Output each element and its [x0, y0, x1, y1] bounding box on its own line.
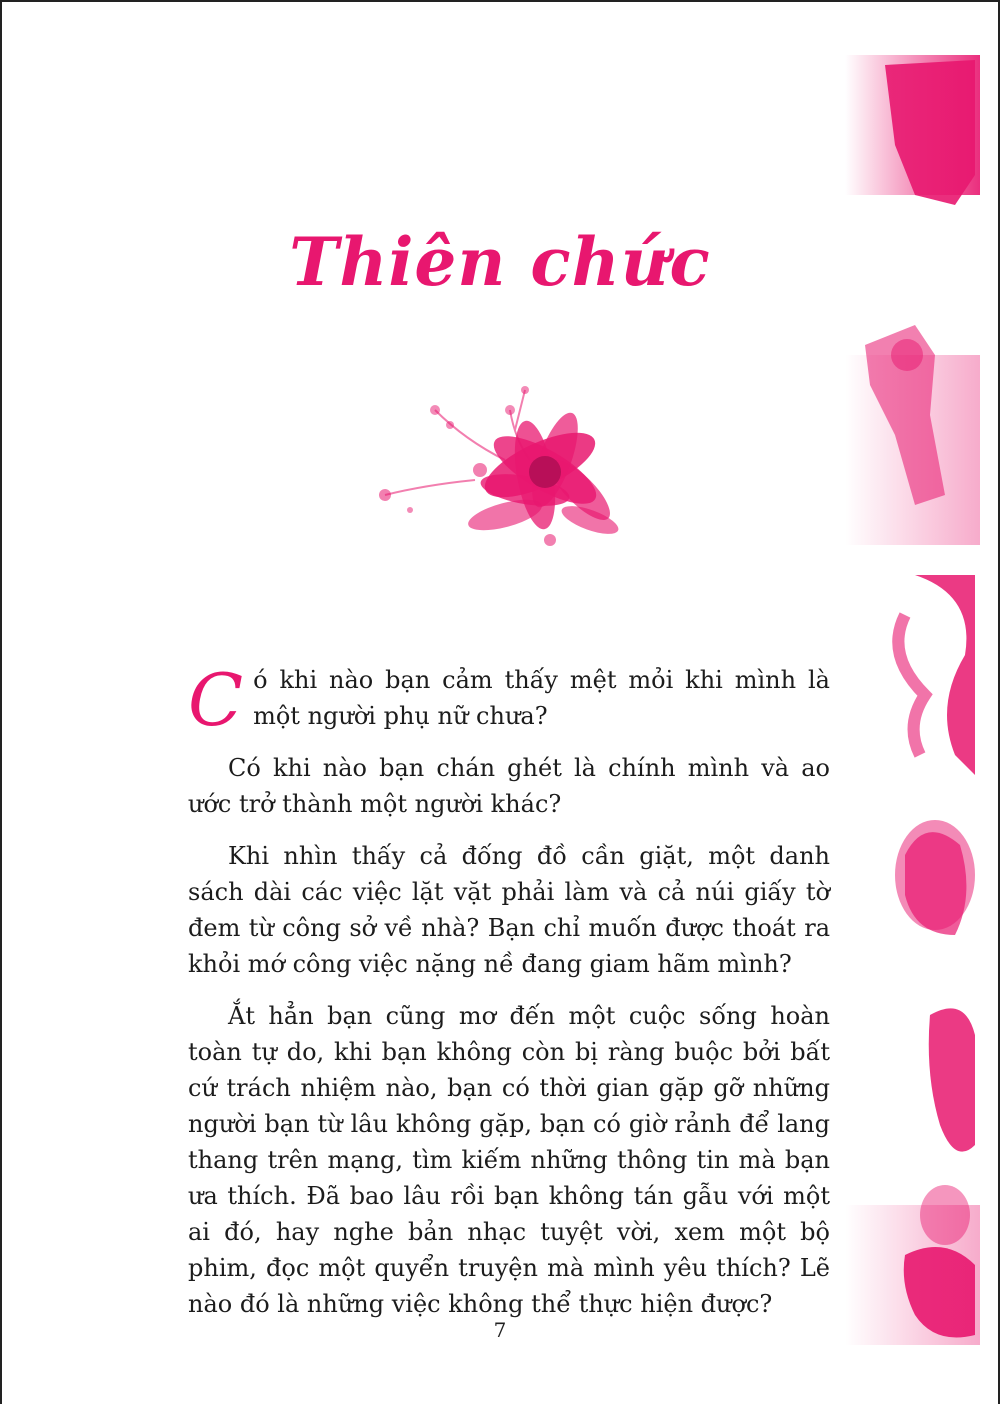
chapter-title: Thiên chức	[289, 223, 711, 302]
paragraph-3: Khi nhìn thấy cả đống đồ cần giặt, một danh sách dài các việc lặt vặt phải làm và cả núi giấy tờ đem từ công sở về nhà? Bạn chỉ muốn được thoát ra khỏi mớ công việc nặng nề đang giam hãm mình?	[188, 842, 830, 978]
page-number: 7	[493, 1318, 507, 1342]
paragraph-1-text: ó khi nào bạn cảm thấy mệt mỏi khi mình là một người phụ nữ chưa?	[253, 666, 830, 730]
drop-cap: C	[188, 658, 244, 742]
paragraph-2: Có khi nào bạn chán ghét là chính mình và ao ước trở thành một người khác?	[188, 754, 830, 818]
pink-photo-strip	[845, 55, 980, 1345]
paragraph-4: Ắt hẳn bạn cũng mơ đến một cuộc sống hoàn toàn tự do, khi bạn không còn bị ràng buộc bởi bất cứ trách nhiệm nào, bạn có thời gian gặp gỡ những người bạn từ lâu không gặp, bạn có giờ rảnh để lang thang trên mạng, tìm kiếm những thông tin mà bạn ưa thích. Đã bao lâu rồi bạn không tán gẫu với một ai đó, hay nghe bản nhạc tuyệt vời, xem một bộ phim, đọc một quyển truyện mà mình yêu thích? Lẽ nào đó là những việc không thể thực hiện được?	[188, 1002, 830, 1318]
pink-flower-icon	[355, 370, 675, 560]
body-text	[188, 658, 830, 1338]
paragraph-1	[188, 658, 830, 742]
